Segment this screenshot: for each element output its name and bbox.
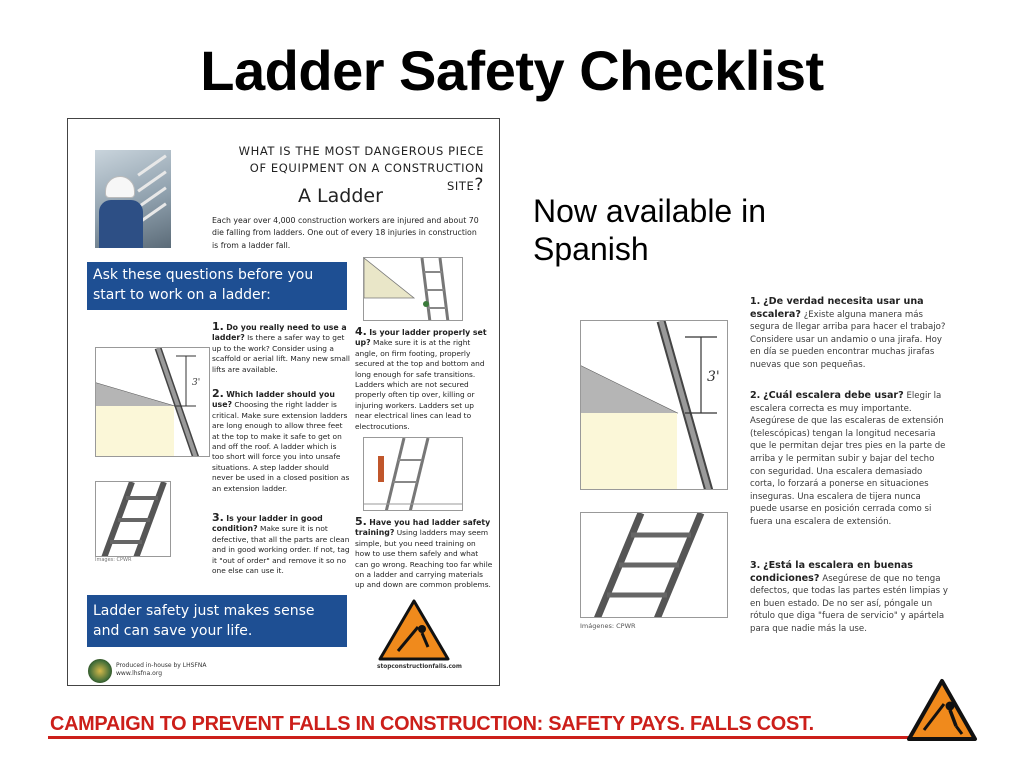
spanish-poster-excerpt <box>578 290 948 660</box>
poster-image-credit: Images: CPWR <box>95 557 132 563</box>
spanish-availability-note: Now available in Spanish <box>533 193 767 267</box>
spanish-image-credit: Imágenes: CPWR <box>580 622 636 630</box>
ladder-rungs-figure <box>95 481 171 557</box>
poster-item-3: 3. Is your ladder in good condition? Make sure it is not defective, that all the parts are clean and in good working order. If not, tag it "out of order" and remove it so no one else can use it. <box>212 511 350 576</box>
spanish-roof-ladder-figure <box>580 320 728 490</box>
poster-item-1: 1. Do you really need to use a ladder? Is there a safer way to get up to the work? Consider using a scaffold or aerial lift. Many new small lifts are available. <box>212 320 350 374</box>
poster-item-5: 5. Have you had ladder safety training? Using ladders may seem simple, but you need training on how to use them safely and what can go wrong. Reaching too far while on a ladder and carrying materials up and down are common problems. <box>355 515 493 590</box>
ask-questions-banner: Ask these questions before you start to work on a ladder: <box>87 262 347 310</box>
spanish-ladder-rungs-figure <box>580 512 728 618</box>
spanish-fig-label-3ft: 3' <box>707 369 720 385</box>
poster-warning-sign-icon <box>378 599 450 661</box>
ladder-top-figure <box>363 257 463 321</box>
lhsfna-seal-icon <box>88 659 112 683</box>
slide-title: Ladder Safety Checklist <box>200 39 824 102</box>
produced-by: Produced in-house by LHSFNA www.lhsfna.org <box>116 662 207 677</box>
spanish-item-3: 3. ¿Está la escalera en buenas condiciones? Asegúrese de que no tenga defectos, que todas las partes estén limpias y en buen estado. De no ser así, póngale un rótulo que diga "fuera de servicio" y apártela para que nadie más la use. <box>750 560 948 634</box>
poster-item-2: 2. Which ladder should you use? Choosing the right ladder is critical. Make sure extension ladders are long enough to allow three feet at the top to make it safe to get on and off the roof. A ladder which is too short will force you into unsafe situations. A step ladder should never be used in a closed position as an extension ladder. <box>212 387 350 493</box>
poster-item-4: 4. Is your ladder properly set up? Make sure it is at the right angle, on firm footing, properly secured at the top and bottom and long enough for safe transitions. Ladders which are not secured properly often tip over, killing or injuring workers. Ladders set up near electrical lines can lead to electrocutions. <box>355 325 487 431</box>
ladder-foot-figure <box>363 437 463 511</box>
poster-site-url: stopconstructionfalls.com <box>377 664 462 670</box>
english-poster <box>67 118 500 686</box>
roof-ladder-figure <box>95 347 210 457</box>
fig-label-3ft: 3' <box>192 378 201 388</box>
footer-warning-sign-icon <box>906 678 978 742</box>
poster-question: WHAT IS THE MOST DANGEROUS PIECE OF EQUIPMENT ON A CONSTRUCTION SITE? <box>238 144 484 195</box>
spanish-item-2: 2. ¿Cuál escalera debe usar? Elegir la escalera correcta es muy importante. Asegúrese de que las escaleras de extensión (telescópicas) tengan la longitud necesaria que le permitan dejar tres pies en la parte de arriba y le permitan subir y bajar del techo con seguridad. Una escalera demasiado corta, lo forzará a ponerse en situaciones inseguras. Una escalera de tijera nunca puede usarse en posición cerrada como si fuera una escalera de extensión. <box>750 390 946 527</box>
footer-divider <box>48 736 910 739</box>
poster-answer: A Ladder <box>298 185 383 207</box>
poster-intro: Each year over 4,000 construction workers are injured and about 70 die falling from ladders. One out of every 18 injuries in construction is from a ladder fall. <box>212 216 479 250</box>
worker-photo <box>95 150 171 248</box>
campaign-footer: CAMPAIGN TO PREVENT FALLS IN CONSTRUCTION: SAFETY PAYS. FALLS COST. <box>50 712 814 735</box>
spanish-item-1: 1. ¿De verdad necesita usar una escalera? ¿Existe alguna manera más segura de llegar arriba para hacer el trabajo? Considere usar un andamio o una jirafa. Hoy en día se pueden encontrar muchas jirafas nuevas que son pequeñas. <box>750 296 946 370</box>
ladder-safety-banner: Ladder safety just makes sense and can save your life. <box>87 595 347 647</box>
